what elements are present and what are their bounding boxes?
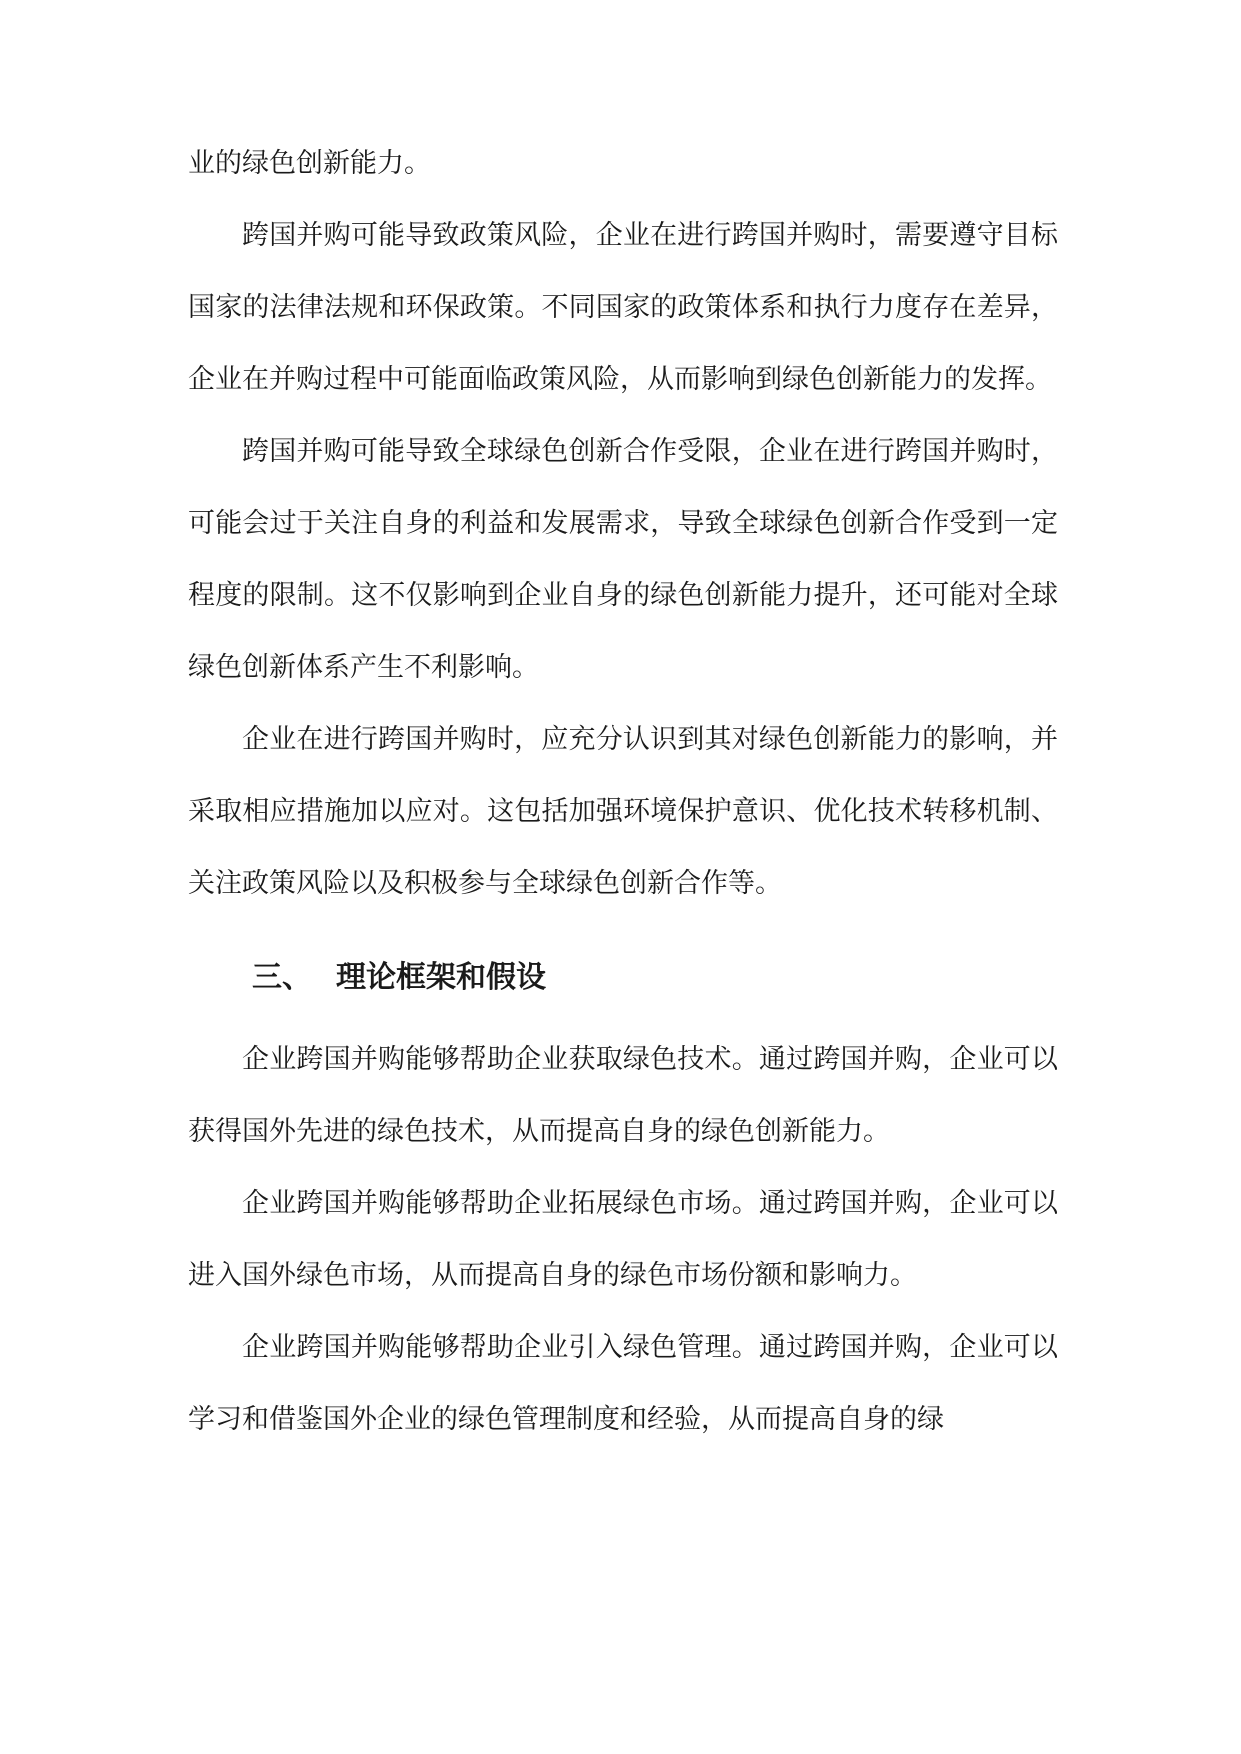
document-page [188,128,1058,1456]
paragraph-green-management: 企业跨国并购能够帮助企业引入绿色管理。通过跨国并购，企业可以学习和借鉴国外企业的绿色管理制度和经验，从而提高自身的绿 [188,1332,1058,1435]
paragraph-continuation: 业的绿色创新能力。 [188,148,431,179]
section-heading [188,948,1058,1008]
section-number: 三、 [252,960,312,995]
paragraph-green-technology: 企业跨国并购能够帮助企业获取绿色技术。通过跨国并购，企业可以获得国外先进的绿色技术，从而提高自身的绿色创新能力。 [188,1044,1058,1147]
paragraph-countermeasures: 企业在进行跨国并购时，应充分认识到其对绿色创新能力的影响，并采取相应措施加以应对。这包括加强环境保护意识、优化技术转移机制、关注政策风险以及积极参与全球绿色创新合作等。 [188,724,1058,899]
paragraph-policy-risk: 跨国并购可能导致政策风险，企业在进行跨国并购时，需要遵守目标国家的法律法规和环保政策。不同国家的政策体系和执行力度存在差异，企业在并购过程中可能面临政策风险，从而影响到绿色创新能力的发挥。 [188,220,1058,395]
paragraph-cooperation-limit: 跨国并购可能导致全球绿色创新合作受限，企业在进行跨国并购时，可能会过于关注自身的利益和发展需求，导致全球绿色创新合作受到一定程度的限制。这不仅影响到企业自身的绿色创新能力提升，还可能对全球绿色创新体系产生不利影响。 [188,436,1058,683]
section-title: 理论框架和假设 [336,960,546,995]
paragraph-green-market: 企业跨国并购能够帮助企业拓展绿色市场。通过跨国并购，企业可以进入国外绿色市场，从而提高自身的绿色市场份额和影响力。 [188,1188,1058,1291]
